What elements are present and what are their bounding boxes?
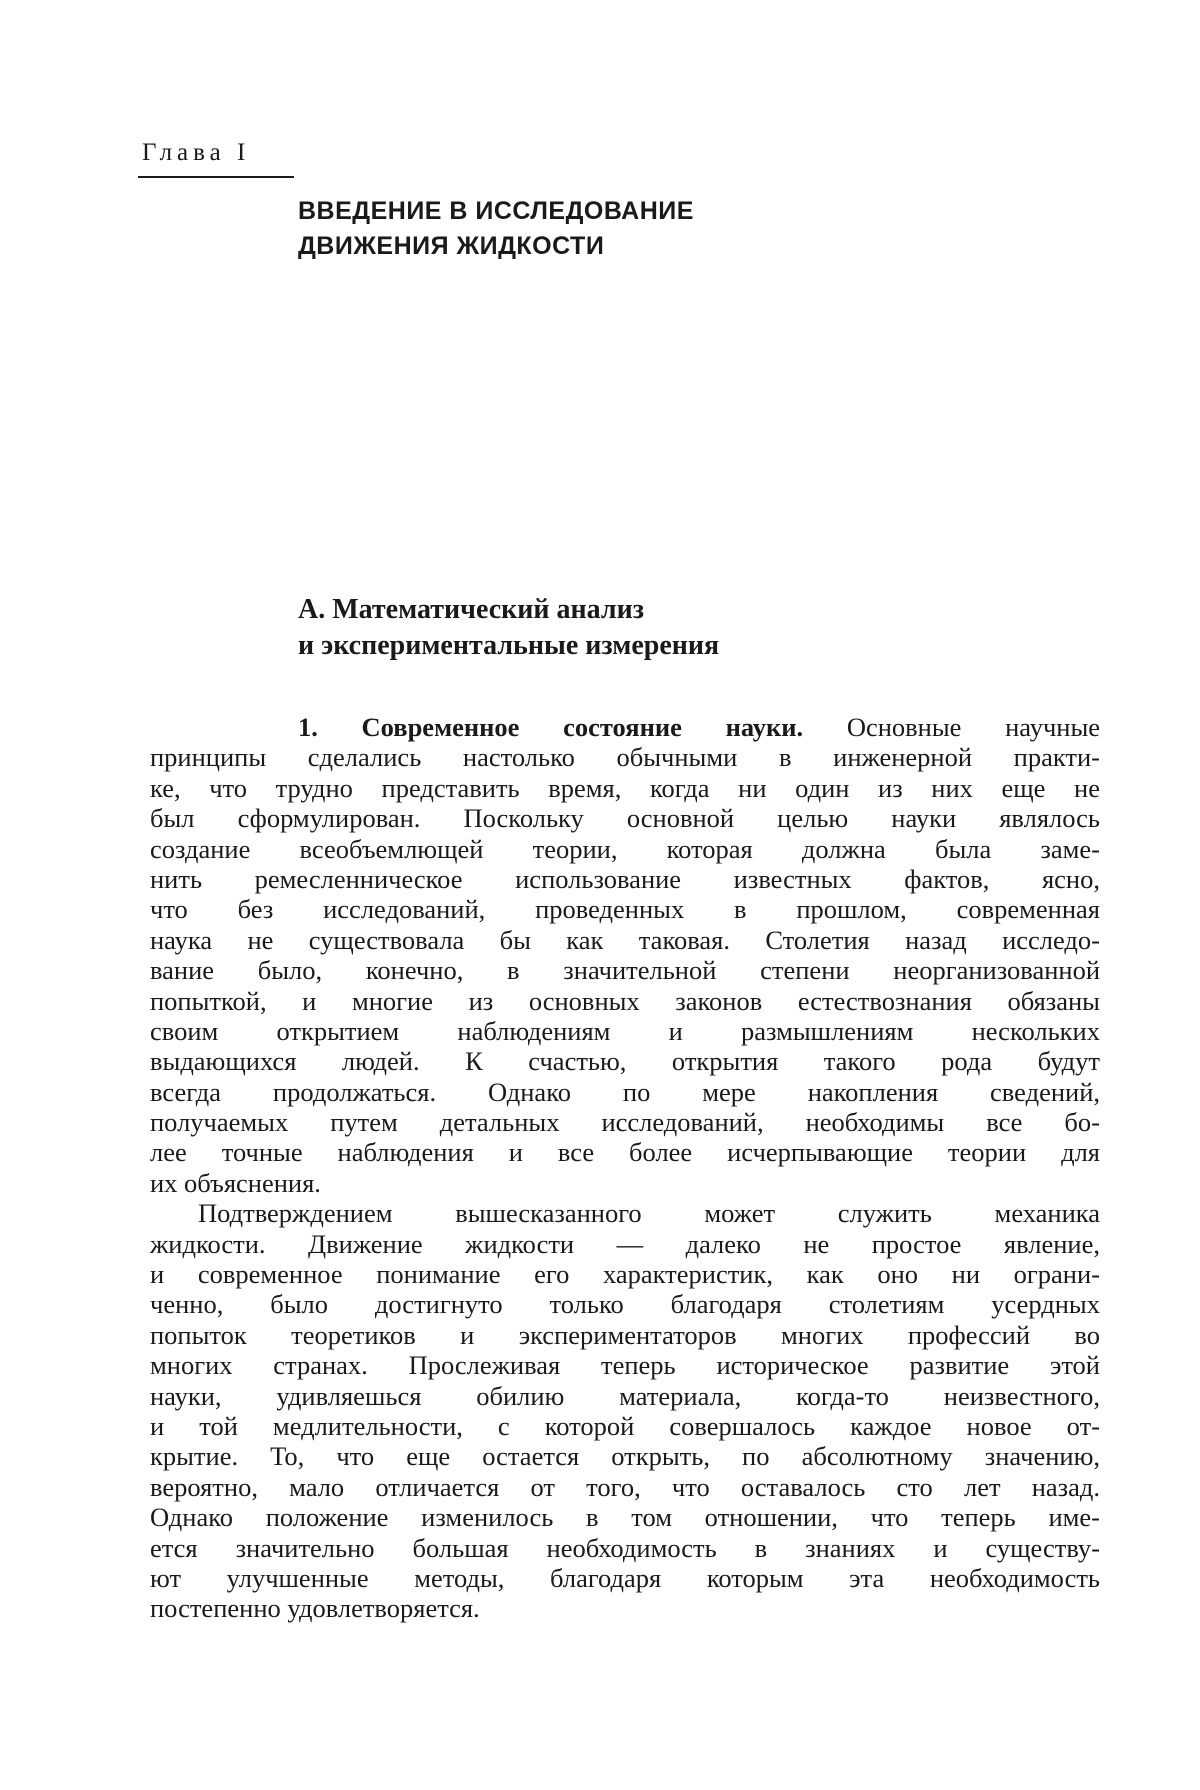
text-line: многих странах. Прослеживая теперь историческое развитие этой: [150, 1350, 1100, 1381]
text-line: выдающихся людей. К счастью, открытия такого рода будут: [150, 1046, 1100, 1077]
text-line: их объяснения.: [150, 1167, 321, 1198]
text-line: ется значительно большая необходимость в знаниях и существу-: [150, 1532, 1100, 1563]
section-title-line: А. Математический анализ: [298, 594, 645, 625]
text-line: ют улучшенные методы, благодаря которым эта необходимость: [150, 1562, 1100, 1593]
text-line: создание всеобъемлющей теории, которая должна была заме-: [150, 833, 1100, 864]
section-title: [298, 592, 998, 664]
text-line: своим открытием наблюдениям и размышлениям нескольких: [150, 1015, 1100, 1046]
text-line: попыток теоретиков и экспериментаторов многих профессий во: [150, 1319, 1100, 1350]
text-line: вероятно, мало отличается от того, что оставалось сто лет назад.: [150, 1471, 1100, 1502]
text-line: всегда продолжаться. Однако по мере накопления сведений,: [150, 1076, 1100, 1107]
text-line: жидкости. Движение жидкости — далеко не простое явление,: [150, 1228, 1100, 1259]
text-line: крытие. То, что еще остается открыть, по абсолютному значению,: [150, 1441, 1100, 1472]
text-line: лее точные наблюдения и все более исчерпывающие теории для: [150, 1137, 1100, 1168]
paragraph-2-first-line: Подтверждением вышесказанного может служить механика: [198, 1198, 1100, 1229]
paragraph-heading: 1. Современное состояние науки.: [298, 712, 804, 742]
chapter-label: Глава I: [142, 139, 251, 166]
text-line: вание было, конечно, в значительной степени неорганизованной: [150, 955, 1100, 986]
text-line: науки, удивляешься обилию материала, когда-то неизвестного,: [150, 1380, 1100, 1411]
text-line: что без исследований, проведенных в прошлом, современная: [150, 894, 1100, 925]
chapter-title-line: ВВЕДЕНИЕ В ИССЛЕДОВАНИЕ: [298, 197, 694, 225]
chapter-title-line: ДВИЖЕНИЯ ЖИДКОСТИ: [298, 232, 605, 260]
chapter-title: [298, 194, 898, 264]
text-line: был сформулирован. Поскольку основной целью науки являлось: [150, 803, 1100, 834]
text-line: Однако положение изменилось в том отношении, что теперь име-: [150, 1502, 1100, 1533]
text-line: постепенно удовлетворяется.: [150, 1593, 480, 1624]
section-title-line: и экспериментальные измерения: [298, 630, 720, 661]
chapter-rule: [138, 176, 294, 178]
text-line: и той медлительности, с которой совершалось каждое новое от-: [150, 1410, 1100, 1441]
paragraph-1-first-line-text: Основные научные: [846, 712, 1101, 742]
text-line: и современное понимание его характеристик, как оно ни ограни-: [150, 1259, 1100, 1290]
text-line: принципы сделались настолько обычными в инженерной практи-: [150, 742, 1100, 773]
text-line: нить ремесленническое использование известных фактов, ясно,: [150, 863, 1100, 894]
text-line: попыткой, и многие из основных законов естествознания обязаны: [150, 985, 1100, 1016]
text-line: ке, что трудно представить время, когда ни один из них еще не: [150, 772, 1100, 803]
text-line: наука не существовала бы как таковая. Столетия назад исследо-: [150, 924, 1100, 955]
body-text: [150, 712, 1100, 1624]
text-line: получаемых путем детальных исследований, необходимы все бо-: [150, 1107, 1100, 1138]
text-line: ченно, было достигнуто только благодаря столетиям усердных: [150, 1289, 1100, 1320]
paragraph-1-first-line: [150, 712, 1100, 742]
